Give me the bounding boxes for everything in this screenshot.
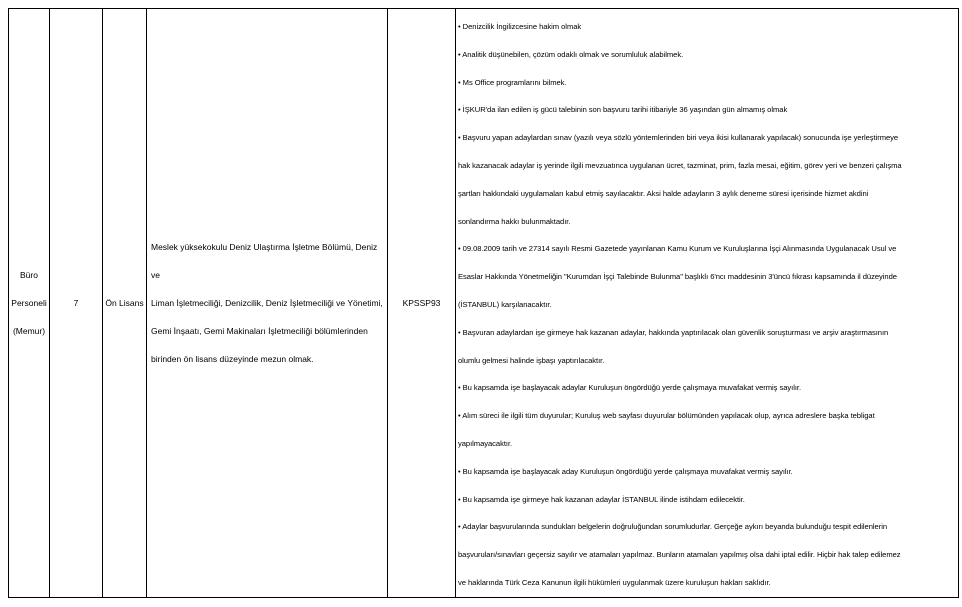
requirement-line: • Başvuru yapan adaylardan sınav (yazılı veya sözlü yöntemlerinden biri veya ikisi kullanarak yapılacak) sonucunda işe yerleştirmeye [458, 133, 899, 143]
department-line: Liman İşletmeciliği, Denizcilik, Deniz İşletmeciliği ve Yönetimi, [151, 297, 383, 308]
position-title-line: (Memur) [12, 325, 46, 336]
department-cell [147, 9, 388, 598]
position-title-line: Personeli [11, 297, 47, 308]
requirement-line: başvuruları/sınavları geçersiz sayılır ve atamaları yapılmaz. Bunların atamaları yapılmış olsa dahi iptal edilir. Hiçbir hak talep edilemez [458, 550, 901, 560]
table-row [9, 9, 959, 598]
requirement-line: • İŞKUR'da ilan edilen iş gücü talebinin son başvuru tarihi itibariyle 36 yaşından gün almamış olmak [458, 105, 788, 115]
job-requirements-table [8, 8, 959, 598]
requirement-line: şartları hakkındaki uygulamaları kabul etmiş sayılacaktır. Aksi halde adayların 3 aylık deneme süresi içerisinde hizmet akdini [458, 188, 869, 198]
requirement-line: • Ms Office programlarını bilmek. [458, 77, 567, 87]
requirement-line: sonlandırma hakkı bulunmaktadır. [458, 216, 571, 226]
requirement-line: olumlu gelmesi halinde işbaşı yaptırılacaktır. [458, 355, 605, 365]
requirement-line: • Bu kapsamda işe girmeye hak kazanan adaylar İSTANBUL ilinde istihdam edilecektir. [458, 494, 745, 504]
requirement-line: • Denizcilik İngilizcesine hakim olmak [458, 22, 582, 31]
requirement-line: ve haklarında Türk Ceza Kanunun ilgili hükümleri uygulanmak üzere kuruluşun hakları saklıdır. [458, 577, 771, 587]
requirement-line: • Adaylar başvurularında sundukları belgelerin doğruluğundan sorumludurlar. Gerçeğe aykırı beyanda bulunduğu tespit edilenlerin [458, 522, 888, 532]
education-level-cell: Ön Lisans [103, 9, 147, 598]
requirement-line: • Analitik düşünebilen, çözüm odaklı olmak ve sorumluluk alabilmek. [458, 49, 684, 59]
kpss-code-cell: KPSSP93 [388, 9, 456, 598]
department-line: Meslek yüksekokulu Deniz Ulaştırma İşletme Bölümü, Deniz ve [151, 241, 378, 280]
position-count-cell: 7 [50, 9, 103, 598]
requirement-line: yapılmayacaktır. [458, 438, 513, 448]
requirement-line: • Alım süreci ile ilgili tüm duyurular; Kuruluş web sayfası duyurular bölümünden yapılacak olup, ayrıca adreslere başka tebligat [458, 411, 875, 421]
requirement-line: • 09.08.2009 tarih ve 27314 sayılı Resmi Gazetede yayınlanan Kamu Kurum ve Kuruluşlarına İşçi Alınmasında Uygulanacak Usul ve [458, 244, 897, 254]
requirement-line: • Bu kapsamda işe başlayacak aday Kuruluşun öngördüğü yerde çalışmaya muvafakat vermiş sayılır. [458, 466, 793, 476]
requirement-line: • Başvuran adaylardan işe girmeye hak kazanan adaylar, hakkında yaptırılacak olan güvenlik soruşturması ve arşiv araştırmasının [458, 327, 889, 337]
requirements-cell [456, 9, 959, 598]
requirement-line: hak kazanacak adaylar iş yerinde ilgili mevzuatınca uygulanan ücret, tazminat, prim, fazla mesai, eğitim, görev yeri ve benzeri çalışma [458, 160, 902, 170]
requirement-line: Esaslar Hakkında Yönetmeliğin "Kurumdan İşçi Talebinde Bulunma" başlıklı 6'ncı maddesinin 3'üncü fıkrası kapsamında il düzeyinde [458, 272, 897, 282]
requirement-line: • Bu kapsamda işe başlayacak adaylar Kuruluşun öngördüğü yerde çalışmaya muvafakat vermiş sayılır. [458, 383, 802, 393]
position-title-cell [9, 9, 50, 598]
department-line: birinden ön lisans düzeyinde mezun olmak. [151, 353, 314, 364]
position-title-line: Büro [20, 269, 38, 280]
department-line: Gemi İnşaatı, Gemi Makinaları İşletmeciliği bölümlerinden [151, 325, 368, 336]
requirement-line: (İSTANBUL) karşılanacaktır. [458, 299, 552, 309]
